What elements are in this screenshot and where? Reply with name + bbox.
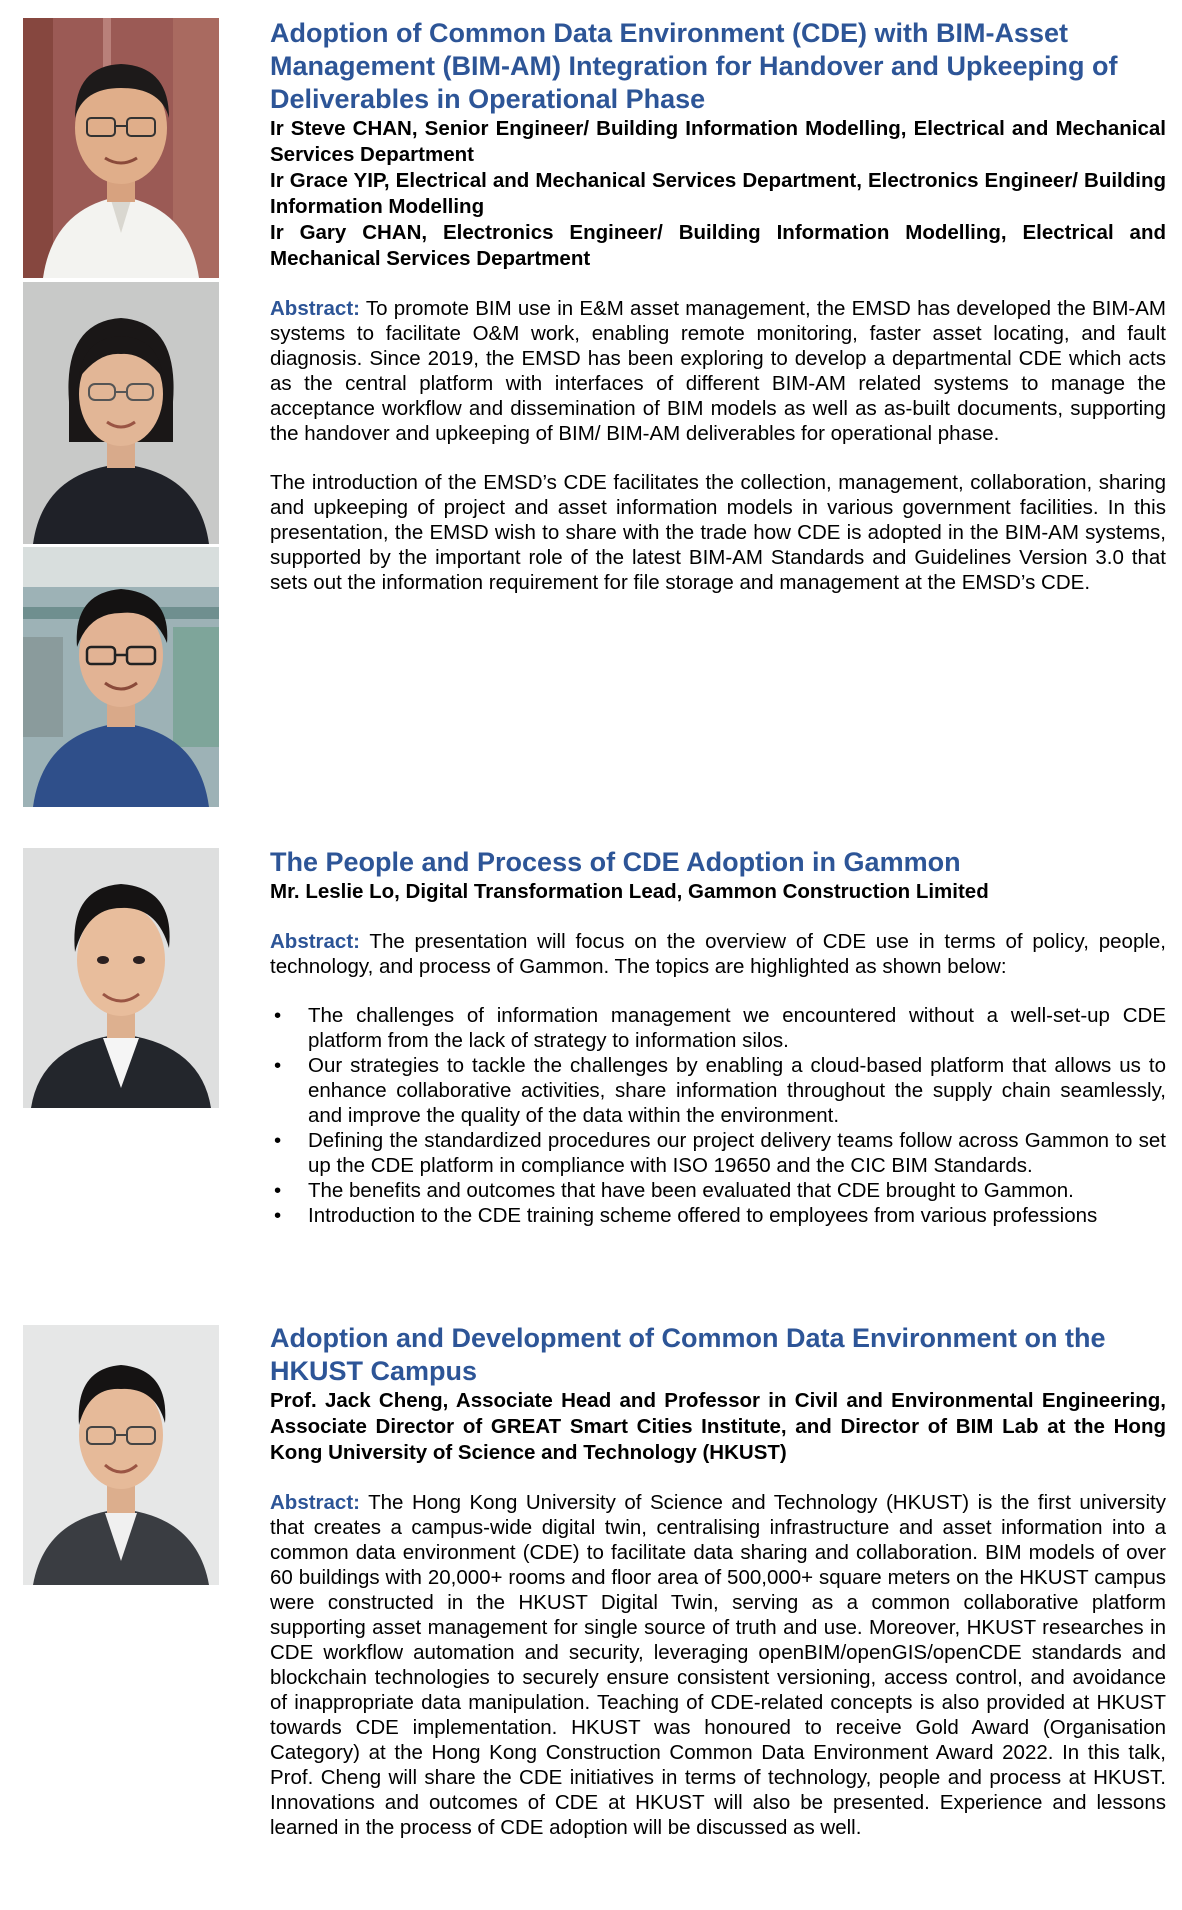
list-item: • The challenges of information management we encountered without a well-set-up CDE platform from the lack of strategy to information silos.	[270, 1003, 1166, 1053]
abstract-paragraph	[270, 296, 1166, 446]
abstract-label: Abstract:	[270, 297, 360, 320]
abstract-paragraph	[270, 929, 1166, 979]
list-item: • Defining the standardized procedures our project delivery teams follow across Gammon to set up the CDE platform in compliance with ISO 19650 and the CIC BIM Standards.	[270, 1128, 1166, 1178]
abstract-paragraph-2: The introduction of the EMSD’s CDE facilitates the collection, management, collaboration, sharing and upkeeping of project and asset information models in various government facilities. In this presentation, the EMSD wish to share with the trade how CDE is adopted in the BIM-AM systems, supported by the important role of the latest BIM-AM Standards and Guidelines Version 3.0 that sets out the information requirement for file storage and management at the EMSD’s CDE.	[270, 471, 1166, 594]
abstract-label: Abstract:	[270, 930, 360, 953]
abstract-paragraph	[270, 1490, 1166, 1840]
list-item: • Our strategies to tackle the challenges by enabling a cloud-based platform that allows us to enhance collaborative activities, share information throughout the supply chain seamlessly, and improve the quality of the data within the environment.	[270, 1053, 1166, 1128]
abstract-text: The Hong Kong University of Science and Technology (HKUST) is the first university that creates a campus-wide digital twin, centralising infrastructure and asset information into a common data environment (CDE) to facilitate data sharing and collaboration. BIM models of over 60 buildings with 20,000+ rooms and floor area of 500,000+ square meters on the HKUST campus were constructed in the HKUST Digital Twin, serving as a common collaborative platform supporting asset management for single source of truth and use. Moreover, HKUST researches in CDE workflow automation and security, leveraging openBIM/openGIS/openCDE standards and blockchain technologies to securely ensure consistent versioning, access control, and avoidance of inappropriate data manipulation. Teaching of CDE-related concepts is also provided at HKUST towards CDE implementation. HKUST was honoured to receive Gold Award (Organisation Category) at the Hong Kong Construction Common Data Environment Award 2022. In this talk, Prof. Cheng will share the CDE initiatives in terms of technology, people and process at HKUST. Innovations and outcomes of CDE at HKUST will also be presented. Experience and lessons learned in the process of CDE adoption will be discussed as well.	[270, 1491, 1166, 1839]
list-item: • Introduction to the CDE training scheme offered to employees from various professions	[270, 1203, 1166, 1228]
speaker-photo-grace-yip	[23, 282, 219, 544]
speaker-photo-steve-chan	[23, 18, 219, 278]
talk-section-emsd	[270, 17, 1166, 595]
talk-title: Adoption and Development of Common Data Environment on the HKUST Campus	[270, 1323, 1106, 1386]
talk-section-gammon	[270, 846, 1166, 1228]
abstract-text: To promote BIM use in E&M asset management, the EMSD has developed the BIM-AM systems to facilitate O&M work, enabling remote monitoring, faster asset locating, and fault diagnosis. Since 2019, the EMSD has been exploring to develop a departmental CDE which acts as the central platform with interfaces of different BIM-AM related systems to manage the acceptance workflow and dissemination of BIM models as well as as-built documents, supporting the handover and upkeeping of BIM/ BIM-AM deliverables for operational phase.	[270, 297, 1166, 445]
talk-title: Adoption of Common Data Environment (CDE) with BIM-Asset Management (BIM-AM) Integration for Handover and Upkeeping of Deliverables in Operational Phase	[270, 18, 1118, 114]
list-item: • The benefits and outcomes that have been evaluated that CDE brought to Gammon.	[270, 1178, 1166, 1203]
topic-list	[270, 1003, 1166, 1228]
talk-section-hkust	[270, 1322, 1166, 1840]
speaker-line: Ir Gary CHAN, Electronics Engineer/ Building Information Modelling, Electrical and Mechanical Services Department	[270, 221, 1166, 270]
speaker-line: Ir Steve CHAN, Senior Engineer/ Building Information Modelling, Electrical and Mechanical Services Department	[270, 117, 1166, 166]
speaker-photo-gary-chan	[23, 547, 219, 807]
speaker-line: Ir Grace YIP, Electrical and Mechanical Services Department, Electronics Engineer/ Building Information Modelling	[270, 169, 1166, 218]
speaker-line: Prof. Jack Cheng, Associate Head and Professor in Civil and Environmental Engineering, Associate Director of GREAT Smart Cities Institute, and Director of BIM Lab at the Hong Kong University of Science and Technology (HKUST)	[270, 1389, 1166, 1464]
speaker-photo-jack-cheng	[23, 1325, 219, 1585]
speaker-photo-leslie-lo	[23, 848, 219, 1108]
abstract-text: The presentation will focus on the overview of CDE use in terms of policy, people, technology, and process of Gammon. The topics are highlighted as shown below:	[270, 930, 1166, 978]
talk-title: The People and Process of CDE Adoption in Gammon	[270, 847, 961, 877]
abstract-label: Abstract:	[270, 1491, 360, 1514]
speaker-line: Mr. Leslie Lo, Digital Transformation Lead, Gammon Construction Limited	[270, 880, 989, 903]
